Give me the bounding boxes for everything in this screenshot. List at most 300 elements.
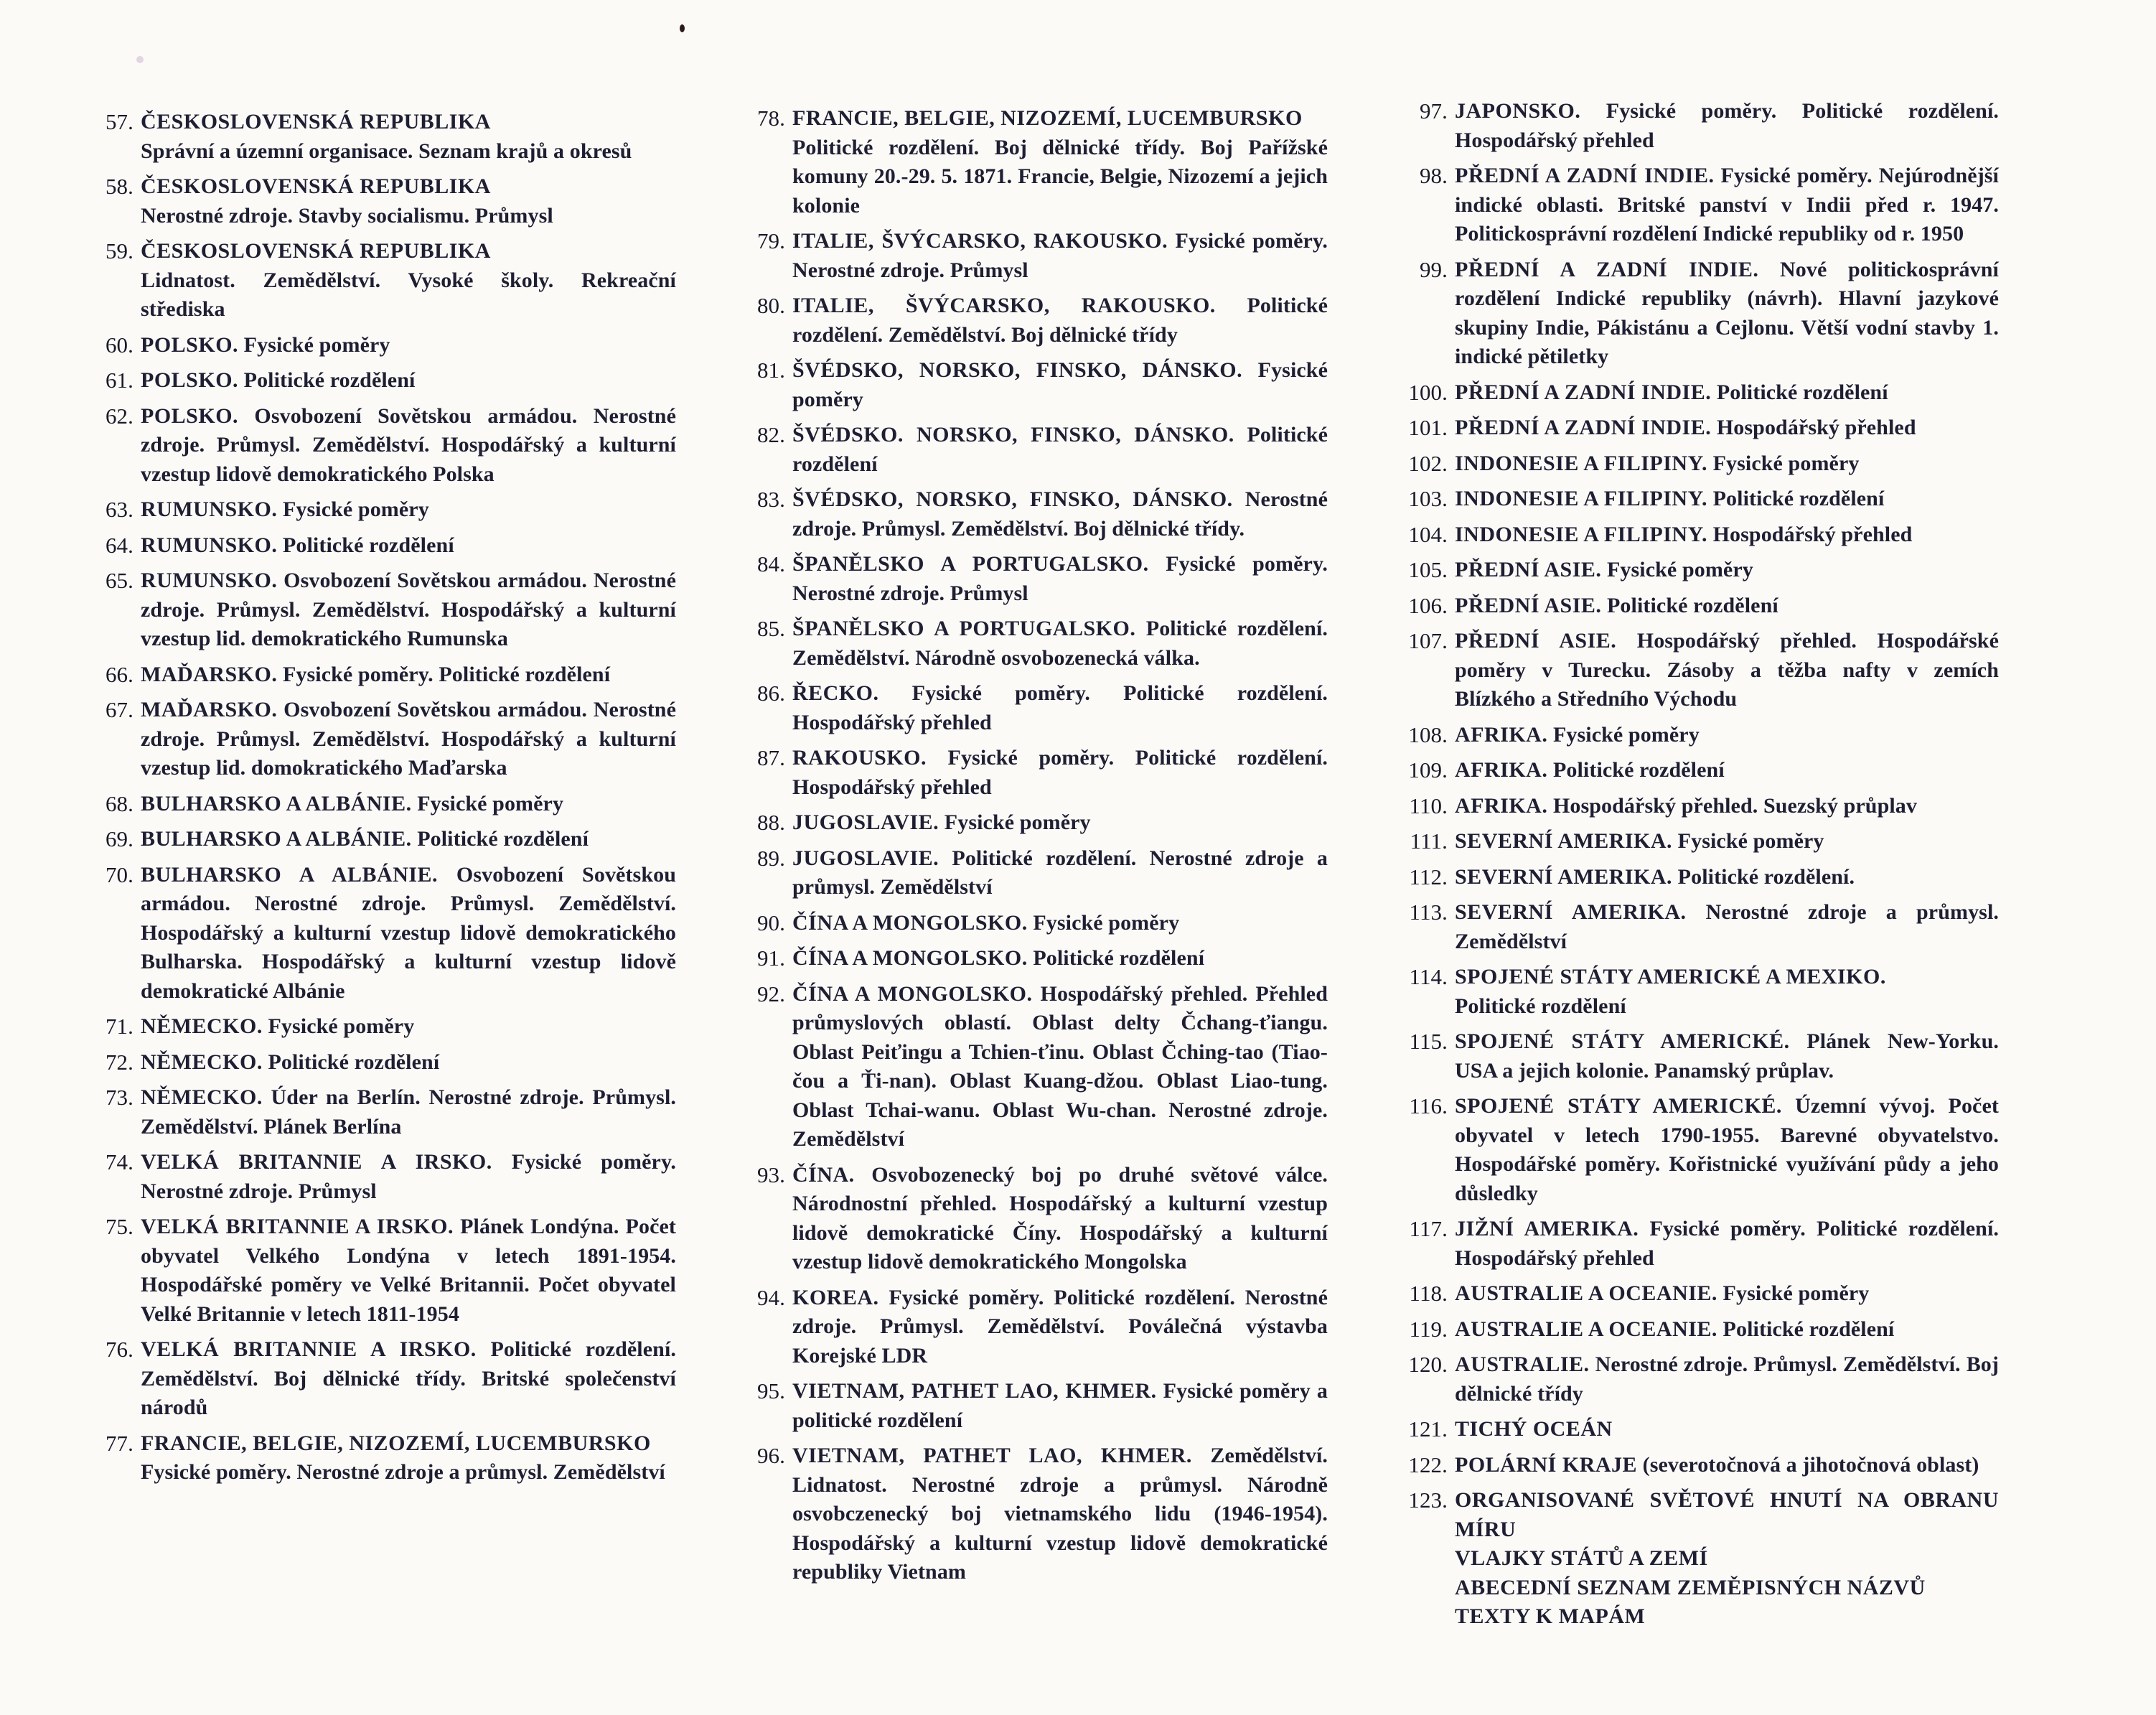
entry-number: 60. [105, 332, 133, 358]
entry-title: FRANCIE, BELGIE, NIZOZEMÍ, LUCEMBURSKO [792, 106, 1303, 130]
toc-entry [732, 227, 1328, 285]
entry-description: Hospodářský přehled. Přehled průmyslových oblastí. Oblast delty Čchang-ťiangu. Oblast Peiťingu a Tchien-ťinu. Oblast Čching-tao (Tiao-čou a Ťi-nan). Oblast Kuang-džou. Oblast Liao-tung. Oblast Tchai-wanu. Oblast Wu-chan. Nerostné zdroje. Zemědělství [792, 981, 1328, 1151]
entry-body [141, 1048, 676, 1078]
toc-entry [80, 825, 676, 854]
entry-number: 97. [1419, 98, 1448, 123]
entry-title: JIŽNÍ AMERIKA. [1455, 1217, 1639, 1240]
entry-title: AUSTRALIE A OCEANIE. [1455, 1317, 1717, 1341]
entry-number: 80. [756, 293, 785, 318]
entry-description: Územní vývoj. Počet obyvatel v letech 1790-1955. Barevné obyvatelstvo. Hospodářské poměry. Kořistnické využívání půdy a jeho důsledky [1455, 1094, 1999, 1205]
toc-entry [1382, 449, 1999, 479]
entry-number: 88. [756, 810, 785, 835]
entry-number: 77. [105, 1430, 133, 1456]
toc-entry [732, 1441, 1328, 1587]
entry-number: 100. [1408, 379, 1448, 405]
entry-title: INDONESIE A FILIPINY. [1455, 522, 1707, 546]
entry-number: 65. [105, 568, 133, 593]
entry-body [1455, 863, 1999, 892]
entry-body [792, 1161, 1328, 1277]
toc-entry [732, 808, 1328, 838]
entry-body [141, 495, 676, 525]
entry-title: PŘEDNÍ A ZADNÍ INDIE. [1455, 257, 1759, 281]
toc-entry [80, 1048, 676, 1078]
entry-number: 59. [105, 238, 133, 263]
entry-title: RUMUNSKO. [141, 533, 278, 557]
toc-entry [1382, 97, 1999, 155]
entry-title: ŠPANĚLSKO A PORTUGALSKO. [792, 552, 1149, 576]
toc-entry [1382, 756, 1999, 785]
entry-title: RAKOUSKO. [792, 746, 927, 770]
entry-title: SPOJENÉ STÁTY AMERICKÉ. [1455, 1029, 1790, 1053]
entry-title: JUGOSLAVIE. [792, 810, 939, 834]
entry-body [141, 331, 676, 360]
toc-entry [80, 402, 676, 490]
entry-title: ŠVÉDSKO, NORSKO, FINSKO, DÁNSKO. [792, 487, 1233, 511]
entry-body [792, 614, 1328, 673]
entry-description: Fysické poměry. Politické rozdělení. Nerostné zdroje. Průmysl. Zemědělství. Poválečná výstavba Korejské LDR [792, 1285, 1328, 1368]
entry-extra-line: TEXTY K MAPÁM [1455, 1604, 1646, 1628]
entry-body [141, 1335, 676, 1423]
entry-extra-line: ABECEDNÍ SEZNAM ZEMĚPISNÝCH NÁZVŮ [1455, 1575, 1926, 1599]
entry-body [792, 944, 1328, 973]
entry-body [141, 825, 676, 854]
entry-number: 110. [1409, 793, 1448, 818]
entry-body [1455, 1092, 1999, 1208]
toc-entry [80, 1212, 676, 1329]
entry-number: 113. [1409, 899, 1448, 925]
entry-body [792, 1284, 1328, 1371]
entry-description: Nerostné zdroje. Stavby socialismu. Průmysl [141, 203, 553, 228]
entry-number: 121. [1408, 1416, 1448, 1441]
entry-title: NĚMECKO. [141, 1085, 263, 1109]
entry-body [141, 1212, 676, 1329]
entry-body [792, 356, 1328, 414]
toc-entry [80, 1335, 676, 1423]
entry-number: 62. [105, 403, 133, 429]
entry-extra-line: VLAJKY STÁTŮ A ZEMÍ [1455, 1546, 1708, 1570]
toc-entry [80, 696, 676, 783]
entry-title: FRANCIE, BELGIE, NIZOZEMÍ, LUCEMBURSKO [141, 1431, 651, 1455]
toc-entry [1382, 1315, 1999, 1345]
toc-entry [1382, 721, 1999, 750]
toc-entry [732, 844, 1328, 902]
entry-description: Politické rozdělení. Zemědělství. Národně osvobozenecká válka. [792, 617, 1328, 670]
entry-body [141, 237, 676, 324]
toc-entry [732, 550, 1328, 608]
page-mark-dot [680, 24, 685, 32]
entry-body [1455, 162, 1999, 249]
entry-description: Politické rozdělení. Nerostné zdroje a průmysl. Zemědělství [792, 846, 1328, 899]
entry-description: Politické rozdělení [1712, 487, 1885, 510]
entry-body [792, 550, 1328, 608]
entry-body [141, 402, 676, 490]
entry-number: 116. [1409, 1093, 1448, 1118]
entry-body [141, 172, 676, 230]
entry-description: Politické rozdělení [792, 423, 1328, 476]
entry-number: 71. [105, 1014, 133, 1039]
entry-title: VELKÁ BRITANNIE A IRSKO. [141, 1337, 477, 1361]
toc-entry [1382, 963, 1999, 1021]
entry-description: Hospodářský přehled. Suezský průplav [1552, 793, 1918, 818]
entry-number: 107. [1408, 628, 1448, 653]
toc-entry [1382, 485, 1999, 514]
entry-number: 91. [756, 945, 785, 971]
entry-body [141, 1429, 676, 1487]
entry-number: 74. [105, 1149, 133, 1174]
entry-description: Politické rozdělení [1033, 946, 1205, 970]
entry-body [141, 566, 676, 654]
entry-number: 63. [105, 497, 133, 522]
entry-title: INDONESIE A FILIPINY. [1455, 487, 1707, 510]
entry-title: ČESKOSLOVENSKÁ REPUBLIKA [141, 174, 491, 198]
toc-entry [732, 679, 1328, 737]
toc-entry [1382, 1215, 1999, 1273]
entry-title: ITALIE, ŠVÝCARSKO, RAKOUSKO. [792, 294, 1216, 317]
entry-description: Politické rozdělení. Boj dělnické třídy. Boj Pařížské komuny 20.-29. 5. 1871. Francie, Belgie, Nizozemí a jejich kolonie [792, 135, 1328, 218]
entry-description: Politické rozdělení [268, 1050, 440, 1074]
entry-title: ŠVÉDSKO, NORSKO, FINSKO, DÁNSKO. [792, 358, 1243, 382]
entry-number: 72. [105, 1049, 133, 1075]
entry-description: Politické rozdělení [1716, 380, 1888, 404]
entry-number: 104. [1408, 521, 1448, 547]
entry-description: Politické rozdělení. [1677, 864, 1855, 889]
entry-description: Osvobozenecký boj po druhé světové válce. Národnostní přehled. Hospodářský a kulturní vzestup lidově demokratické Číny. Hospodářský a kulturní vzestup lidově demokratického Mongolska [792, 1162, 1328, 1274]
entry-title: ČÍNA. [792, 1162, 855, 1187]
entry-title: ITALIE, ŠVÝCARSKO, RAKOUSKO. [792, 229, 1168, 253]
entry-title: INDONESIE A FILIPINY. [1455, 451, 1707, 475]
entry-number: 67. [105, 697, 133, 722]
entry-title: ORGANISOVANÉ SVĚTOVÉ HNUTÍ NA OBRANU MÍRU [1455, 1488, 1999, 1541]
entry-body [1455, 792, 1999, 821]
entry-body [792, 227, 1328, 285]
entry-body [1455, 556, 1999, 585]
entry-number: 118. [1409, 1281, 1448, 1306]
entry-number: 79. [756, 228, 785, 253]
entry-body [141, 366, 676, 396]
toc-entry [1382, 1350, 1999, 1408]
entry-number: 78. [756, 106, 785, 131]
entry-number: 105. [1408, 557, 1448, 582]
entry-description: Nerostné zdroje a průmysl. Zemědělství [1455, 900, 1999, 953]
toc-entry [80, 108, 676, 166]
toc-entry [1382, 378, 1999, 408]
entry-number: 115. [1409, 1029, 1448, 1054]
toc-entry [1382, 898, 1999, 956]
entry-title: BULHARSKO A ALBÁNIE. [141, 862, 439, 887]
toc-entry [732, 291, 1328, 350]
entry-number: 89. [756, 845, 785, 871]
entry-title: PŘEDNÍ ASIE. [1455, 629, 1617, 653]
toc-entry [1382, 627, 1999, 714]
entry-description: Politické rozdělení [1552, 758, 1725, 782]
entry-title: AFRIKA. [1455, 793, 1548, 818]
entry-title: PŘEDNÍ A ZADNÍ INDIE. [1455, 380, 1712, 404]
entry-title: ŘECKO. [792, 681, 879, 705]
entry-title: SEVERNÍ AMERIKA. [1455, 864, 1673, 889]
toc-entry [80, 1083, 676, 1141]
entry-number: 99. [1419, 256, 1448, 282]
entry-title: BULHARSKO A ALBÁNIE. [141, 791, 412, 816]
entry-description: Fysické poměry [1677, 829, 1824, 853]
toc-entry [732, 909, 1328, 938]
entry-description: Politické rozdělení [1455, 994, 1626, 1018]
entry-description: Fysické poměry [944, 810, 1091, 834]
entry-body [141, 1012, 676, 1042]
entry-number: 82. [756, 422, 785, 447]
entry-body [141, 531, 676, 561]
entry-number: 122. [1408, 1452, 1448, 1477]
toc-entry [732, 421, 1328, 479]
entry-title: ČESKOSLOVENSKÁ REPUBLIKA [141, 239, 491, 263]
toc-entry [1382, 592, 1999, 621]
entry-body [141, 790, 676, 819]
entry-description: Hospodářský přehled. Hospodářské poměry v Turecku. Zásoby a těžba nafty v zemích Blízkého a Středního Východu [1455, 629, 1999, 711]
entry-body [792, 909, 1328, 938]
entry-number: 112. [1409, 864, 1448, 889]
entry-body [792, 1441, 1328, 1587]
entry-number: 69. [105, 826, 133, 851]
entry-title: AUSTRALIE A OCEANIE. [1455, 1281, 1717, 1305]
toc-entry [80, 790, 676, 819]
entry-description: Fysické poměry [1552, 722, 1700, 747]
entry-body [1455, 963, 1999, 1021]
entry-title: NĚMECKO. [141, 1050, 263, 1074]
entry-body [1455, 256, 1999, 372]
entry-body [792, 808, 1328, 838]
entry-title: AFRIKA. [1455, 758, 1548, 782]
toc-entry [80, 861, 676, 1006]
entry-description: Politické rozdělení [243, 368, 416, 392]
entry-number: 86. [756, 681, 785, 706]
entry-description: Osvobození Sovětskou armádou. Nerostné zdroje. Průmysl. Zemědělství. Hospodářský a kulturní vzestup lidově demokratického Polska [141, 403, 676, 486]
entry-body [141, 660, 676, 690]
entry-body [141, 1148, 676, 1206]
entry-body [1455, 756, 1999, 785]
entry-body [1455, 520, 1999, 550]
entry-title: BULHARSKO A ALBÁNIE. [141, 827, 412, 851]
entry-body [792, 679, 1328, 737]
entry-number: 84. [756, 551, 785, 576]
entry-description: Fysické poměry. Nerostné zdroje a průmysl. Zemědělství [141, 1460, 665, 1484]
entry-number: 98. [1419, 163, 1448, 188]
entry-body [1455, 721, 1999, 750]
entry-number: 58. [105, 174, 133, 199]
entry-body [1455, 97, 1999, 155]
toc-entry [1382, 1092, 1999, 1208]
entry-description: Osvobození Sovětskou armádou. Nerostné zdroje. Průmysl. Zemědělství. Hospodářský a kulturní vzestup lidově demokratického Bulharska. Hospodářský a kulturní vzestup lidově demokratické Albánie [141, 862, 676, 1003]
entry-number: 123. [1408, 1487, 1448, 1513]
entry-body [1455, 1279, 1999, 1309]
entry-number: 93. [756, 1162, 785, 1187]
toc-entry [80, 531, 676, 561]
entry-title: VIETNAM, PATHET LAO, KHMER. [792, 1444, 1192, 1467]
entry-description: Fysické poměry a politické rozdělení [792, 1379, 1328, 1432]
toc-entry [80, 237, 676, 324]
entry-description: Politické rozdělení [417, 827, 589, 851]
entry-title: POLÁRNÍ KRAJE [1455, 1452, 1638, 1477]
entry-number: 96. [756, 1443, 785, 1468]
toc-entry [732, 1377, 1328, 1435]
entry-title: PŘEDNÍ A ZADNÍ INDIE. [1455, 416, 1712, 439]
entry-title: SEVERNÍ AMERIKA. [1455, 900, 1687, 924]
entry-description: Fysické poměry [1712, 451, 1860, 475]
entry-number: 95. [756, 1378, 785, 1403]
entry-title: SPOJENÉ STÁTY AMERICKÉ. [1455, 1094, 1782, 1118]
toc-entry [732, 614, 1328, 673]
entry-description: Fysické poměry. Politické rozdělení [282, 662, 611, 686]
entry-description: Plánek New-Yorku. USA a jejich kolonie. Panamský průplav. [1455, 1029, 1999, 1083]
entry-description: Fysické poměry [243, 332, 390, 357]
entry-number: 75. [105, 1214, 133, 1239]
entry-description: Politické rozdělení [1607, 593, 1778, 617]
entry-number: 87. [756, 745, 785, 770]
entry-description: Osvobození Sovětskou armádou. Nerostné zdroje. Průmysl. Zemědělství. Hospodářský a kulturní vzestup lid. demokratického Rumunska [141, 569, 676, 650]
entry-number: 66. [105, 661, 133, 687]
entry-body [792, 421, 1328, 479]
entry-body [1455, 1486, 1999, 1632]
entry-title: PŘEDNÍ ASIE. [1455, 593, 1602, 617]
entry-description: Fysické poměry. Nerostné zdroje. Průmysl [792, 229, 1328, 282]
entry-number: 114. [1409, 964, 1448, 989]
toc-entry [1382, 162, 1999, 249]
entry-number: 64. [105, 532, 133, 558]
entry-title: ČÍNA A MONGOLSKO. [792, 946, 1028, 970]
entry-title: AFRIKA. [1455, 722, 1548, 747]
entry-number: 108. [1408, 721, 1448, 747]
entry-description: Osvobození Sovětskou armádou. Nerostné zdroje. Průmysl. Zemědělství. Hospodářský a kulturní vzestup lid. domokratického Maďarska [141, 698, 676, 780]
entry-description: Plánek Londýna. Počet obyvatel Velkého Londýna v letech 1891-1954. Hospodářské poměry ve Velké Britannii. Počet obyvatel Velké Britannie v letech 1811-1954 [141, 1215, 676, 1326]
entry-body [1455, 1215, 1999, 1273]
entry-title: POLSKO. [141, 332, 239, 357]
entry-body [1455, 1350, 1999, 1408]
entry-number: 76. [105, 1337, 133, 1362]
entry-number: 111. [1410, 828, 1448, 854]
entry-body [1455, 898, 1999, 956]
entry-body [792, 980, 1328, 1154]
toc-entry [1382, 256, 1999, 372]
entry-number: 90. [756, 910, 785, 935]
entry-description: Nerostné zdroje. Průmysl. Zemědělství. Boj dělnické třídy [1455, 1352, 1999, 1406]
entry-description: Zemědělství. Lidnatost. Nerostné zdroje a průmysl. Národně osvobczenecký boj vietnamského lidu (1946-1954). Hospodářský a kulturní vzestup lidově demokratické republiky Vietnam [792, 1444, 1328, 1584]
entry-description: Nerostné zdroje. Průmysl. Zemědělství. Boj dělnické třídy. [792, 487, 1328, 541]
toc-entry [732, 104, 1328, 220]
toc-entry [732, 485, 1328, 543]
entry-description: Fysické poměry [1033, 910, 1180, 935]
entry-title: RUMUNSKO. [141, 569, 278, 592]
entry-body [1455, 1315, 1999, 1345]
entry-body [1455, 1415, 1999, 1444]
toc-entry [80, 1148, 676, 1206]
entry-body [792, 485, 1328, 543]
entry-description: Správní a územní organisace. Seznam krajů a okresů [141, 139, 632, 163]
entry-description: Lidnatost. Zemědělství. Vysoké školy. Rekreační střediska [141, 268, 676, 321]
entry-title: RUMUNSKO. [141, 497, 278, 521]
toc-entry [732, 1161, 1328, 1277]
entry-number: 103. [1408, 486, 1448, 511]
entry-body [141, 861, 676, 1006]
entry-body [792, 744, 1328, 802]
toc-entry [732, 1284, 1328, 1371]
entry-body [1455, 827, 1999, 856]
entry-description: Fysické poměry [792, 358, 1328, 411]
entry-title: ČESKOSLOVENSKÁ REPUBLIKA [141, 110, 491, 134]
toc-entry [1382, 863, 1999, 892]
entry-title: POLSKO. [141, 368, 239, 392]
entry-description: Fysické poměry [417, 791, 564, 816]
entry-number: 85. [756, 616, 785, 641]
entry-body [1455, 378, 1999, 408]
toc-entry [732, 744, 1328, 802]
toc-entry [1382, 1415, 1999, 1444]
entry-title: SEVERNÍ AMERIKA. [1455, 829, 1673, 853]
entry-description: Fysické poměry [268, 1014, 415, 1038]
toc-entry [1382, 1451, 1999, 1480]
toc-entry [1382, 1486, 1999, 1632]
toc-entry [1382, 556, 1999, 585]
entry-title: VIETNAM, PATHET LAO, KHMER. [792, 1379, 1157, 1403]
toc-entry [732, 980, 1328, 1154]
toc-entry [732, 944, 1328, 973]
entry-body [1455, 413, 1999, 443]
contents-column-2 [732, 104, 1328, 1594]
entry-description: Fysické poměry. Politické rozdělení. Hospodářský přehled [1455, 1217, 1999, 1270]
entry-description: Hospodářský přehled [1716, 416, 1916, 439]
entry-title: POLSKO. [141, 403, 239, 428]
entry-body [141, 696, 676, 783]
entry-description: Fysické poměry. Nejúrodnější indické oblasti. Britské panství v Indii před r. 1947. Politickosprávní rozdělení Indické republiky od r. 1950 [1455, 164, 1999, 246]
entry-title: TICHÝ OCEÁN [1455, 1417, 1613, 1441]
toc-entry [80, 495, 676, 525]
entry-title: MAĎARSKO. [141, 662, 278, 686]
entry-description: (severotočnová a jihotočnová oblast) [1642, 1452, 1979, 1477]
entry-title: ŠVÉDSKO. NORSKO, FINSKO, DÁNSKO. [792, 423, 1234, 447]
toc-entry [80, 366, 676, 396]
toc-entry [80, 1429, 676, 1487]
entry-number: 106. [1408, 592, 1448, 618]
entry-title: ČÍNA A MONGOLSKO. [792, 910, 1028, 935]
entry-description: Fysické poměry [282, 497, 429, 521]
entry-title: VELKÁ BRITANNIE A IRSKO. [141, 1215, 454, 1238]
entry-description: Úder na Berlín. Nerostné zdroje. Průmysl. Zemědělství. Plánek Berlína [141, 1085, 676, 1139]
entry-title: MAĎARSKO. [141, 698, 278, 721]
entry-description: Fysické poměry. Politické rozdělení. Hospodářský přehled [792, 746, 1328, 799]
toc-entry [80, 1012, 676, 1042]
entry-number: 73. [105, 1085, 133, 1110]
entry-description: Hospodářský přehled [1712, 522, 1913, 546]
entry-description: Fysické poměry. Politické rozdělení. Hospodářský přehled [1455, 99, 2000, 152]
entry-title: VELKÁ BRITANNIE A IRSKO. [141, 1150, 492, 1174]
entry-number: 83. [756, 487, 785, 512]
toc-entry [1382, 413, 1999, 443]
toc-entry [1382, 1279, 1999, 1309]
toc-entry [1382, 827, 1999, 856]
toc-entry [732, 356, 1328, 414]
entry-body [1455, 485, 1999, 514]
entry-body [141, 1083, 676, 1141]
entry-number: 70. [105, 861, 133, 887]
entry-description: Fysické poměry [1607, 558, 1753, 581]
contents-column-1 [80, 108, 676, 1494]
contents-column-3 [1382, 97, 1999, 1638]
entry-description: Nové politickosprávní rozdělení Indické republiky (návrh). Hlavní jazykové skupiny Indie, Pákistánu a Cejlonu. Větší vodní stavby 1. indické pětiletky [1455, 257, 1999, 368]
entry-title: SPOJENÉ STÁTY AMERICKÉ A MEXIKO. [1455, 965, 1886, 989]
entry-body [1455, 627, 1999, 714]
toc-entry [1382, 1027, 1999, 1085]
entry-number: 81. [756, 358, 785, 383]
entry-title: PŘEDNÍ A ZADNÍ INDIE. [1455, 164, 1715, 187]
entry-number: 109. [1408, 757, 1448, 782]
entry-description: Fysické poměry. Nerostné zdroje. Průmysl [792, 552, 1328, 605]
